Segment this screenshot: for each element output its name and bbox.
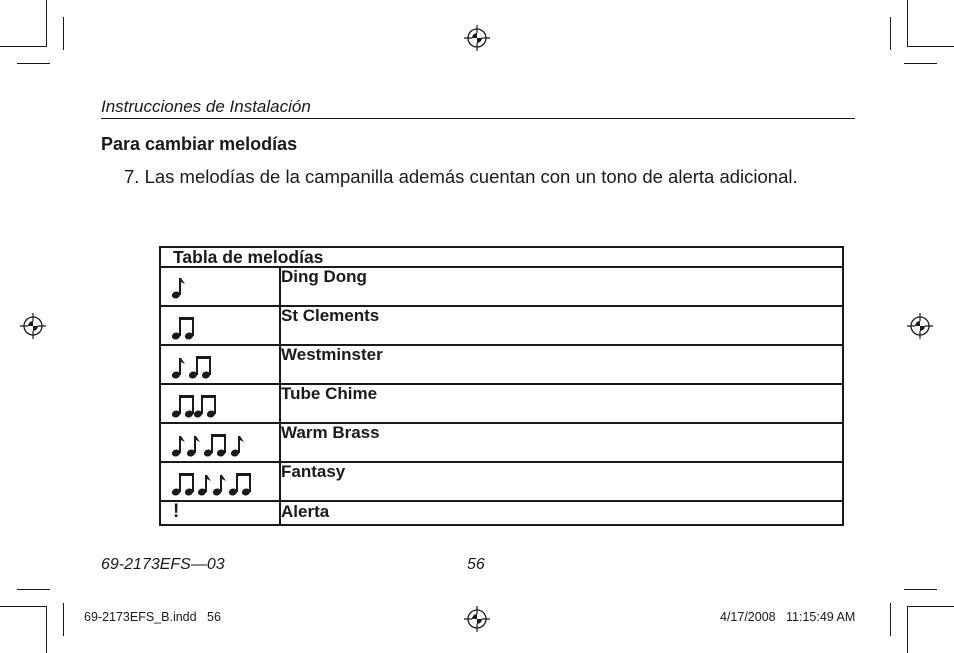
table-title: Tabla de melodías <box>160 247 843 267</box>
single-eighth-note-icon <box>171 276 201 300</box>
table-cell-icon <box>160 423 280 462</box>
table-row <box>160 384 843 423</box>
header-rule <box>101 118 855 119</box>
melody-name: St Clements <box>280 306 843 345</box>
crop-mark <box>890 603 891 636</box>
registration-mark-icon <box>907 313 933 339</box>
crop-mark <box>46 0 47 47</box>
page-number: 56 <box>467 556 485 573</box>
table-cell-icon <box>160 462 280 501</box>
beamed-notes-icon <box>171 315 201 341</box>
melody-name: Westminster <box>280 345 843 384</box>
table-row <box>160 501 843 525</box>
step-text: 7. Las melodías de la campanilla además cuentan con un tono de alerta adicional. <box>124 166 798 187</box>
slug-file-info: 69-2173EFS_B.indd 56 <box>84 610 221 624</box>
note-and-beamed-notes-icon <box>171 354 221 380</box>
table-row <box>160 462 843 501</box>
melody-name: Fantasy <box>280 462 843 501</box>
registration-mark-icon <box>20 313 46 339</box>
crop-mark <box>63 17 64 50</box>
melody-name: Warm Brass <box>280 423 843 462</box>
melody-name: Tube Chime <box>280 384 843 423</box>
crop-mark <box>904 589 937 590</box>
table-row <box>160 345 843 384</box>
table-cell-icon <box>160 384 280 423</box>
crop-mark <box>17 63 50 64</box>
crop-mark <box>890 17 891 50</box>
registration-mark-icon <box>464 25 490 51</box>
exclamation-icon: ! <box>160 501 280 525</box>
crop-mark <box>17 589 50 590</box>
table-cell-icon <box>160 267 280 306</box>
crop-mark <box>907 606 908 653</box>
table-cell-icon <box>160 306 280 345</box>
melody-name: Alerta <box>280 501 843 525</box>
slug-date-info: 4/17/2008 11:15:49 AM <box>720 610 856 624</box>
crop-mark <box>907 606 954 607</box>
document-number: 69-2173EFS—03 <box>101 556 225 573</box>
crop-mark <box>904 63 937 64</box>
running-header: Instrucciones de Instalación <box>101 97 311 116</box>
five-notes-pattern-icon <box>171 471 267 497</box>
melody-table <box>159 246 844 526</box>
crop-mark <box>907 46 954 47</box>
crop-mark <box>907 0 908 47</box>
section-title: Para cambiar melodías <box>101 134 298 154</box>
four-notes-pattern-icon <box>171 432 257 458</box>
table-row <box>160 267 843 306</box>
table-row <box>160 423 843 462</box>
two-beamed-notes-icon <box>171 393 221 419</box>
crop-mark <box>0 606 47 607</box>
crop-mark <box>46 606 47 653</box>
crop-mark <box>0 46 47 47</box>
table-row <box>160 306 843 345</box>
crop-mark <box>63 603 64 636</box>
melody-name: Ding Dong <box>280 267 843 306</box>
table-cell-icon <box>160 345 280 384</box>
registration-mark-icon <box>464 606 490 632</box>
